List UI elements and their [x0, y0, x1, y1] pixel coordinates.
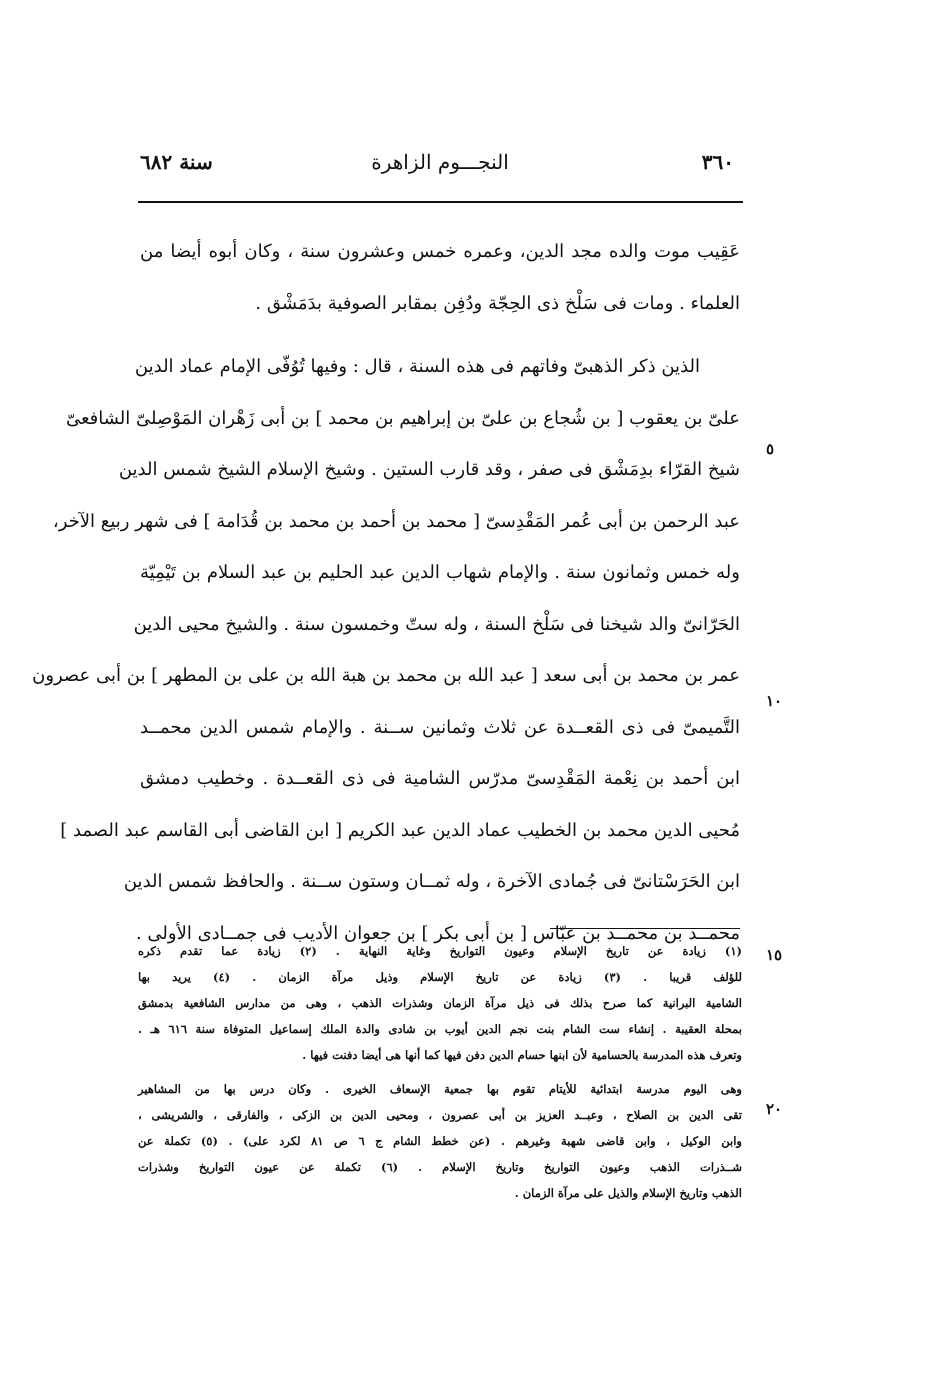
- line-number: ١٥: [766, 946, 783, 964]
- text-line: الذين ذكر الذهبىّ وفاتهم فى هذه السنة ، قال : وفيها تُوُفّى الإمام عماد الدين: [134, 356, 700, 377]
- footnote-line: وتعرف هذه المدرسة بالحسامية لأن ابنها حسام الدين دفن فيها كما أنها هى أيضا دفنت فيها .: [302, 1048, 742, 1062]
- footnote-line: الشامية البرانية كما صرح بذلك فى ذيل مرآة الزمان وشذرات الذهب ، وهى من مدارس الشافعية بدمشق: [138, 996, 742, 1010]
- page-number: ٣٦٠: [701, 150, 734, 174]
- text-line: العلماء . ومات فى سَلْخ ذى الحِجّة ودُفِن بمقابر الصوفية بدَمَشْق .: [255, 292, 740, 314]
- footnote-line: شــذرات الذهب وعيون التواريخ وتاريخ الإسلام . (٦) تكملة عن عيون التواريخ وشذرات: [138, 1160, 743, 1174]
- text-line: الحَرّانىّ والد شيخنا فى سَلْخ السنة ، وله ستّ وخمسون سنة . والشيخ محيى الدين: [133, 613, 740, 635]
- paragraph-gap: [140, 329, 740, 341]
- header-rule: [138, 201, 743, 203]
- text-line: عبد الرحمن بن أبى عُمر المَقْدِسىّ [ محمد بن أحمد بن محمد بن قُدَامة ] فى شهر ربيع الآخر،: [52, 510, 740, 532]
- text-line: وله خمس وثمانون سنة . والإمام شهاب الدين عبد الحليم بن عبد السلام بن تَيْمِيّة: [140, 562, 740, 583]
- text-line: شيخ القرّاء بدِمَشْق فى صفر ، وقد قارب الستين . وشيخ الإسلام الشيخ شمس الدين: [118, 459, 740, 480]
- footnote-line: وهى اليوم مدرسة ابتدائية للأيتام تقوم بها جمعية الإسعاف الخيرى . وكان درس بها من المشاهير: [138, 1082, 742, 1096]
- header-year: سنة ٦٨٢: [140, 150, 213, 174]
- running-title: النجـــوم الزاهرة: [371, 150, 509, 174]
- footnotes: [138, 938, 742, 1206]
- text-line: عَقِيب موت والده مجد الدين، وعمره خمس وعشرون سنة ، وكان أبوه أيضا من: [140, 241, 740, 262]
- footnote-line: للؤلف قريبا . (٣) زيادة عن تاريخ الإسلام وذيل مرآة الزمان . (٤) يريد بها: [138, 970, 742, 984]
- footnote-gap: [138, 1068, 742, 1076]
- footnote-line: الذهب وتاريخ الإسلام والذيل على مرآة الزمان .: [514, 1186, 742, 1200]
- footnote-rule: [550, 928, 740, 929]
- text-line: مُحيى الدين محمد بن الخطيب عماد الدين عبد الكريم [ ابن القاضى أبى القاسم عبد الصمد ]: [60, 819, 740, 841]
- line-number: ١٠: [766, 692, 783, 710]
- page-header: [140, 150, 740, 190]
- line-number: ٢٠: [766, 1100, 783, 1118]
- line-number: ٥: [766, 440, 775, 458]
- text-line: ابن أحمد بن نِعْمة المَقْدِسىّ مدرّس الشامية فى ذى القعــدة . وخطيب دمشق: [140, 768, 740, 789]
- text-line: علىّ بن يعقوب [ بن شُجاع بن علىّ بن إبراهيم بن محمد ] بن أبى زَهْران المَوْصِلىّ الشافعىّ: [65, 407, 740, 429]
- text-line: ابن الحَرَسْتانىّ فى جُمادى الآخرة ، وله ثمــان وستون ســنة . والحافظ شمس الدين: [123, 871, 740, 892]
- text-line: التَّميمىّ فى ذى القعــدة عن ثلاث وثمانين ســنة . والإمام شمس الدين محمــد: [140, 716, 740, 738]
- footnote-line: (١) زيادة عن تاريخ الإسلام وعيون التواريخ وغاية النهاية . (٢) زيادة عما تقدم ذكره: [138, 944, 742, 958]
- text-line: محمــد بن محمــد بن عبّاس [ بن أبى بكر ] بن جعوان الأديب فى جمــادى الأولى .: [135, 922, 740, 944]
- footnote-line: تقى الدين بن الصلاح ، وعبــد العزيز بن أبى عصرون ، ومحيى الدين بن الزكى ، والفارقى ، والشريشى ،: [138, 1108, 742, 1122]
- footnote-line: وابن الوكيل ، وابن قاضى شهبة وغيرهم . (عن خطط الشام ج ٦ ص ٨١ لكرد على) . (٥) تكملة عن: [138, 1134, 742, 1148]
- main-text: [32, 226, 740, 959]
- footnote-line: بمحلة العقيبة . إنشاء ست الشام بنت نجم الدين أيوب بن شادى والدة الملك إسماعيل المتوفاة سنة ٦١٦ هـ .: [138, 1022, 743, 1036]
- text-line: عمر بن محمد بن أبى سعد [ عبد الله بن محمد بن هبة الله بن على بن المطهر ] بن أبى عصرون: [32, 665, 740, 686]
